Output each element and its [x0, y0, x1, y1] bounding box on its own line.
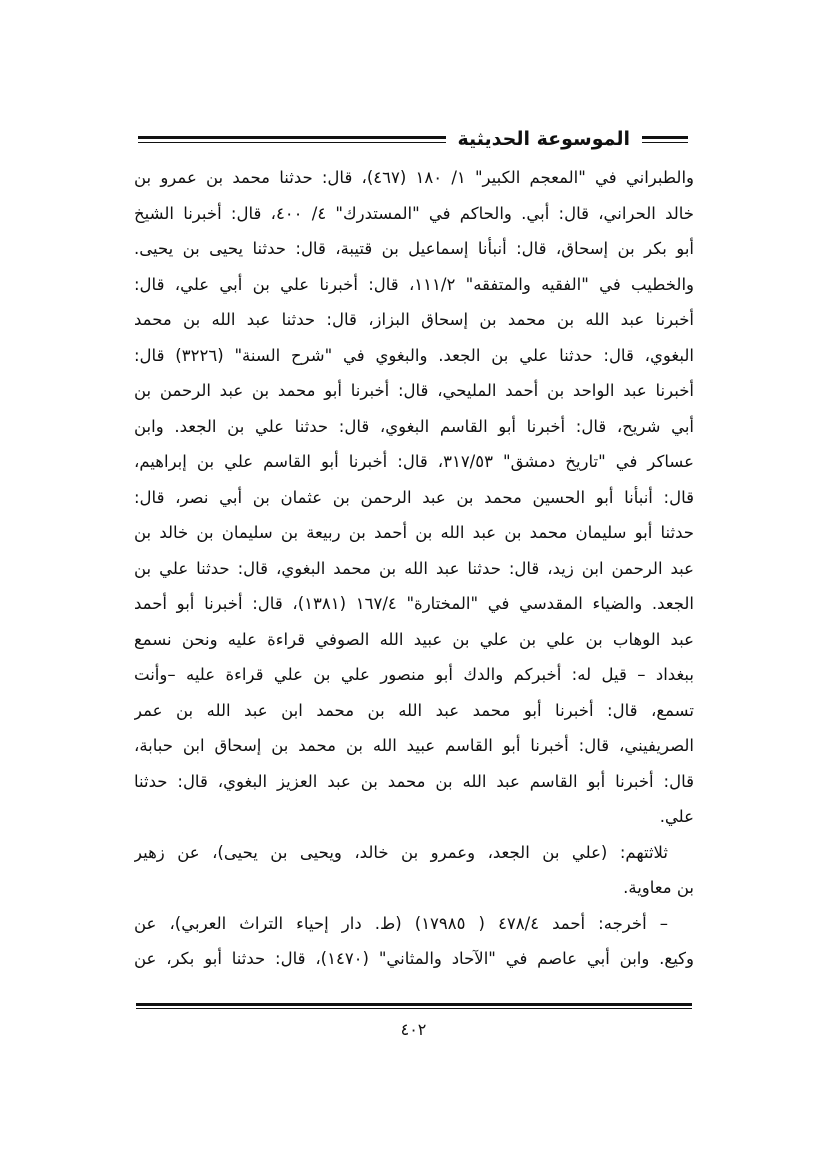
footer-rule — [136, 1003, 692, 1009]
paragraph-1 — [134, 160, 694, 835]
text-line: ثلاثتهم: (علي بن الجعد، وعمرو بن خالد، ويحيى بن يحيى)، عن زهير — [134, 842, 668, 862]
text-line: عبد الرحمن ابن زيد، قال: حدثنا عبد الله بن محمد البغوي، قال: حدثنا علي بن — [134, 558, 694, 578]
text-line: قال: أخبرنا أبو القاسم عبد الله بن محمد بن عبد العزيز البغوي، قال: حدثنا — [134, 771, 694, 791]
text-line: والخطيب في "الفقيه والمتفقه" ١١١/٢، قال: أخبرنا علي بن أبي علي، قال: — [134, 274, 694, 294]
text-line: عساكر في "تاريخ دمشق" ٣١٧/٥٣، قال: أخبرنا أبو القاسم علي بن إبراهيم، — [134, 452, 694, 471]
text-line: أبي شريح، قال: أخبرنا أبو القاسم البغوي، قال: حدثنا علي بن الجعد. وابن — [134, 416, 694, 436]
text-line: أبو بكر بن إسحاق، قال: أنبأنا إسماعيل بن قتيبة، قال: حدثنا يحيى بن يحيى. — [134, 239, 694, 258]
main-text — [134, 160, 694, 977]
text-line: علي. — [659, 807, 694, 826]
text-line: – أخرجه: أحمد ٤٧٨/٤ ( ١٧٩٨٥) (ط. دار إحياء التراث العربي)، عن — [134, 913, 668, 933]
text-line: بن معاوية. — [623, 878, 694, 897]
text-line: الجعد. والضياء المقدسي في "المختارة" ١٦٧/٤ (١٣٨١)، قال: أخبرنا أبو أحمد — [134, 594, 694, 613]
running-header — [138, 126, 688, 152]
text-line: الصريفيني، قال: أخبرنا أبو القاسم عبيد الله بن محمد بن إسحاق ابن حبابة، — [134, 736, 694, 755]
text-line: ببغداد – قيل له: أخبركم والدك أبو منصور علي بن علي قراءة عليه –وأنت — [134, 665, 694, 684]
text-line: قال: أنبأنا أبو الحسين محمد بن عبد الرحمن بن عثمان بن أبي نصر، قال: — [134, 487, 694, 507]
text-line: وكيع. وابن أبي عاصم في "الآحاد والمثاني" (١٤٧٠)، قال: حدثنا أبو بكر، عن — [134, 949, 694, 968]
header-title: الموسوعة الحديثية — [457, 128, 630, 150]
text-line: أخبرنا عبد الله بن محمد بن إسحاق البزاز، قال: حدثنا عبد الله بن محمد — [134, 310, 694, 329]
text-line: عبد الوهاب بن علي بن علي بن عبيد الله الصوفي قراءة عليه ونحن نسمع — [134, 629, 694, 649]
page-number: ٤٠٢ — [400, 1020, 427, 1039]
text-line: خالد الحراني، قال: أبي. والحاكم في "المستدرك" ٤/ ٤٠٠، قال: أخبرنا الشيخ — [134, 203, 694, 223]
header-rule-right — [642, 136, 688, 143]
text-line: أخبرنا عبد الواحد بن أحمد المليحي، قال: أخبرنا أبو محمد بن عبد الرحمن بن — [134, 381, 694, 400]
text-line: البغوي، قال: حدثنا علي بن الجعد. والبغوي في "شرح السنة" (٣٢٢٦) قال: — [134, 345, 694, 365]
paragraph-2 — [134, 835, 694, 906]
paragraph-3 — [134, 906, 694, 977]
text-line: حدثنا أبو سليمان محمد بن عبد الله بن أحمد بن ربيعة بن سليمان بن خالد بن — [134, 523, 694, 542]
header-rule-left — [138, 136, 446, 143]
text-line: والطبراني في "المعجم الكبير" ١/ ١٨٠ (٤٦٧)، قال: حدثنا محمد بن عمرو بن — [134, 168, 694, 187]
text-line: تسمع، قال: أخبرنا أبو محمد عبد الله بن محمد ابن عبد الله بن عمر — [134, 700, 694, 720]
